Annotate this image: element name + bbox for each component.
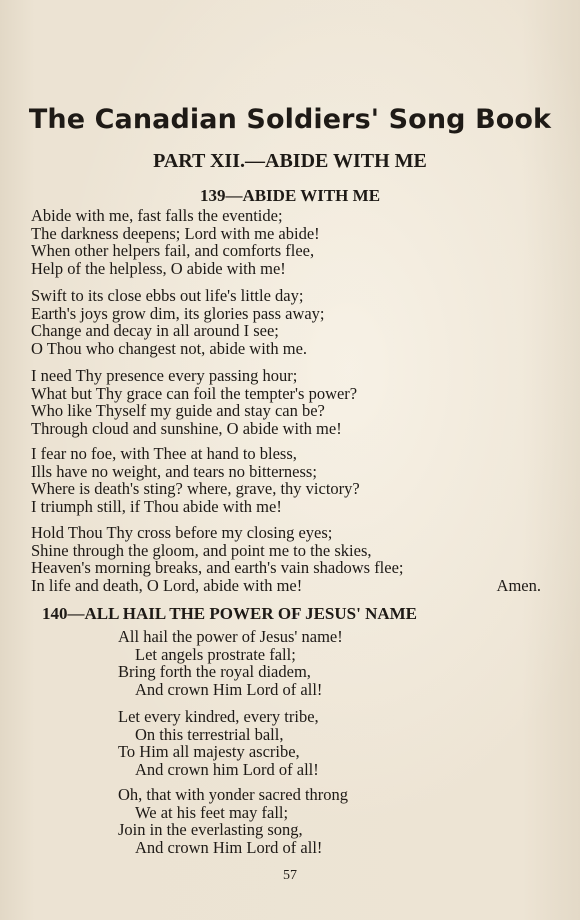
verse-line bbox=[31, 577, 541, 595]
verse-line: All hail the power of Jesus' name! bbox=[118, 627, 343, 646]
verse-line: Through cloud and sunshine, O abide with me! bbox=[31, 418, 342, 438]
verse-line: Who like Thyself my guide and stay can be? bbox=[31, 401, 325, 421]
verse-line: Change and decay in all around I see; bbox=[31, 321, 279, 341]
verse-line: I need Thy presence every passing hour; bbox=[31, 366, 298, 385]
verse-line: We at his feet may fall; bbox=[135, 802, 289, 822]
page-number: 57 bbox=[283, 868, 297, 883]
amen-label: Amen. bbox=[496, 575, 541, 595]
hymn-title-139: 139—ABIDE WITH ME bbox=[199, 186, 381, 205]
verse-line: Earth's joys grow dim, its glories pass away; bbox=[31, 303, 325, 323]
hymn-140-verse-1 bbox=[118, 628, 518, 698]
verse-line: Shine through the gloom, and point me to the skies, bbox=[31, 540, 372, 560]
verse-line: On this terrestrial ball, bbox=[135, 724, 284, 744]
verse-line: And crown Him Lord of all! bbox=[135, 679, 323, 699]
verse-line: Ills have no weight, and tears no bitterness; bbox=[31, 461, 317, 481]
verse-line: To Him all majesty ascribe, bbox=[118, 742, 300, 762]
verse-line: What but Thy grace can foil the tempter's power? bbox=[31, 383, 358, 403]
hymn-139-verse-5 bbox=[31, 524, 541, 594]
hymn-139-verse-2 bbox=[31, 287, 541, 357]
verse-line: Help of the helpless, O abide with me! bbox=[31, 258, 286, 278]
verse-line: Heaven's morning breaks, and earth's vain shadows flee; bbox=[31, 558, 404, 578]
verse-line-text: In life and death, O Lord, abide with me! bbox=[31, 575, 303, 595]
verse-line: I triumph still, if Thou abide with me! bbox=[31, 496, 282, 516]
book-title: The Canadian Soldiers' Song Book bbox=[28, 104, 552, 135]
verse-line: And crown him Lord of all! bbox=[135, 759, 319, 779]
verse-line: Hold Thou Thy cross before my closing eyes; bbox=[31, 523, 333, 542]
hymn-139-verse-4 bbox=[31, 445, 541, 515]
verse-line: Bring forth the royal diadem, bbox=[118, 662, 311, 682]
verse-line: Join in the everlasting song, bbox=[118, 820, 303, 840]
verse-line: Where is death's sting? where, grave, thy victory? bbox=[31, 479, 360, 499]
verse-line: And crown Him Lord of all! bbox=[135, 837, 323, 857]
part-title: PART XII.—ABIDE WITH ME bbox=[153, 150, 427, 172]
verse-line: Oh, that with yonder sacred throng bbox=[118, 785, 349, 804]
verse-line: I fear no foe, with Thee at hand to bless, bbox=[31, 444, 297, 463]
verse-line: Swift to its close ebbs out life's little day; bbox=[31, 286, 304, 305]
hymn-140-verse-2 bbox=[118, 708, 518, 778]
verse-line: When other helpers fail, and comforts flee, bbox=[31, 241, 315, 261]
verse-line: The darkness deepens; Lord with me abide! bbox=[31, 223, 320, 243]
verse-line: Abide with me, fast falls the eventide; bbox=[31, 206, 283, 225]
verse-line: Let angels prostrate fall; bbox=[135, 644, 296, 664]
hymn-139-verse-3 bbox=[31, 367, 541, 437]
verse-line: Let every kindred, every tribe, bbox=[118, 707, 319, 726]
verse-line: O Thou who changest not, abide with me. bbox=[31, 338, 308, 358]
hymn-139-verse-1 bbox=[31, 207, 541, 277]
hymn-140-verse-3 bbox=[118, 786, 518, 856]
hymn-title-140: 140—ALL HAIL THE POWER OF JESUS' NAME bbox=[42, 604, 418, 623]
